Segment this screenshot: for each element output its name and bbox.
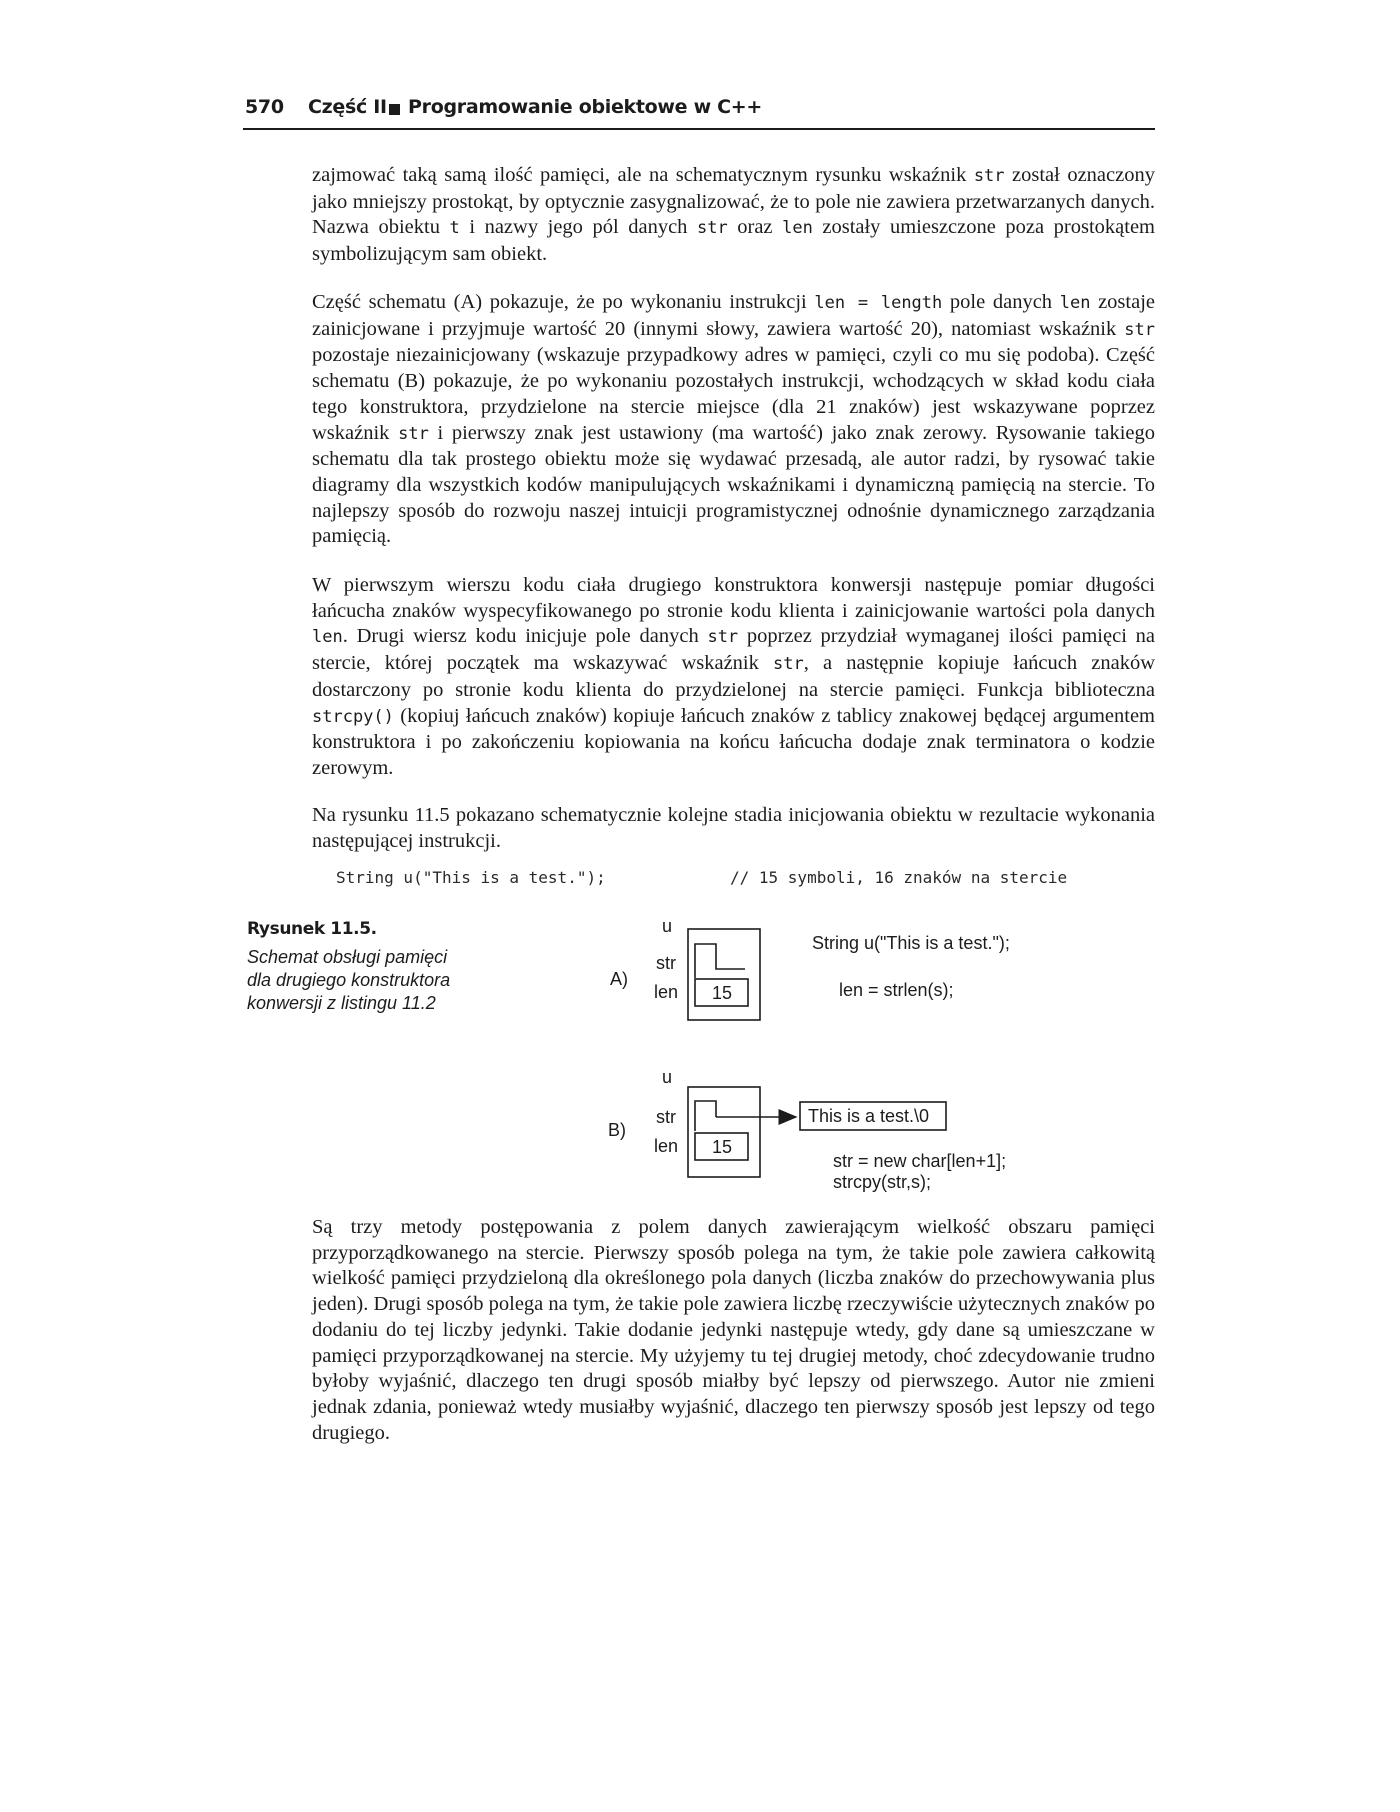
text-run: zajmować taką samą ilość pamięci, ale na schematycznym rysunku wskaźnik [312, 164, 974, 186]
inline-code: len = length [814, 293, 943, 313]
part-b-statement-2: strcpy(str,s); [833, 1172, 931, 1192]
inline-code: str [973, 166, 1005, 186]
part-a-marker: A) [610, 969, 628, 989]
part-a-len-label: len [654, 982, 679, 1002]
text-run: poprzez przydział wymaganej ilości pamięci na stercie, której początek ma wskazywać wskaźnik [312, 625, 1155, 675]
text-run: , a następnie kopiuje łańcuch znaków dostarczony po stronie kodu klienta do przydzielonej na stercie pamięci. Funkcja biblioteczna [312, 652, 1156, 701]
code-statement: String u("This is a test."); [336, 868, 606, 887]
inline-code: str [773, 654, 804, 675]
text-run: pozostaje niezainicjowany (wskazuje przypadkowy adres w pamięci, czyli co mu się podoba). Część schematu (B) pokazuje, że po wykonaniu pozostałych instrukcji, wchodzących w skład kodu ciała tego konstruktora, przydzielone na stercie miejsce (dla 21 znaków) jest wskazywane poprzez wskaźnik [312, 344, 1155, 444]
part-b-heap-content: This is a test.\0 [808, 1106, 930, 1126]
caption-line: dla drugiego konstruktora [247, 970, 451, 990]
code-comment: // 15 symboli, 16 znaków na stercie [730, 868, 1068, 887]
part-a-str-pointer-cell [695, 944, 745, 978]
text-run: (kopiuj łańcuch znaków) kopiuje łańcuch znaków z tablicy znakowej będącej argumentem konstruktora i po zakończeniu kopiowania na końcu łańcucha dodaje znak terminatora o kodzie zerowym. [312, 704, 1155, 779]
header-part: Część II [308, 96, 387, 118]
text-run: oraz [727, 216, 783, 239]
text-run: zostaje zainicjowane i przyjmuje wartość 20 (innymi słowy, zawiera wartość 20), natomiast wskaźnik [312, 291, 1156, 340]
part-b-object-name: u [662, 1067, 673, 1087]
inline-code: len [312, 627, 343, 648]
part-b-statement-1: str = new char[len+1]; [833, 1151, 1007, 1171]
part-a-statement-2: len = strlen(s); [839, 980, 954, 1000]
part-a-len-value: 15 [712, 983, 733, 1003]
inline-code: str [398, 423, 429, 444]
inline-code: len [1059, 293, 1091, 313]
part-a-statement-1: String u("This is a test."); [812, 933, 1010, 953]
part-a-str-label: str [656, 953, 676, 973]
paragraph-4: Na rysunku 11.5 pokazano schematycznie kolejne stadia inicjowania obiektu w rezultacie wykonania następującej instrukcji. [312, 804, 1155, 852]
inline-code: str [1124, 319, 1155, 340]
text-run: i nazwy jego pól danych [459, 216, 697, 239]
text-run: Część schematu (A) pokazuje, że po wykonaniu instrukcji [312, 291, 815, 313]
page-number: 570 [245, 96, 284, 118]
paragraph-5: Są trzy metody postępowania z polem danych zawierającym wielkość obszaru pamięci przyporządkowanego na stercie. Pierwszy sposób polega na tym, że takie pole zawiera całkowitą wielkość pamięci przydzieloną dla określonego pola danych (liczba znaków do przechowywania plus jeden). Drugi sposób polega na tym, że takie pole zawiera liczbę rzeczywiście użytecznych znaków po dodaniu do tej liczby jedynki. Takie dodanie jedynki następuje wtedy, gdy dane są umieszczane w pamięci przyporządkowanej na stercie. My użyjemy tu tej drugiej metody, choć zdecydowanie trudno byłoby wyjaśnić, dlaczego ten drugi sposób miałby być lepszy od pierwszego. Autor nie zmieni jednak zdania, ponieważ wtedy musiałby wyjaśnić, dlaczego ten pierwszy sposób jest lepszy od tego drugiego. [312, 1216, 1155, 1444]
part-b-str-pointer-cell [695, 1101, 716, 1131]
inline-code: strcpy() [312, 706, 394, 727]
text-run: zostały umieszczone poza prostokątem symbolizującym sam obiekt. [312, 216, 1155, 266]
part-a-object-name: u [662, 916, 673, 936]
part-b-len-value: 15 [712, 1137, 733, 1157]
caption-line: Schemat obsługi pamięci [247, 947, 448, 967]
text-run: W pierwszym wierszu kodu ciała drugiego konstruktora konwersji następuje pomiar długości łańcucha znaków wyspecyfikowanego po stronie kodu klienta i zainicjowanie wartości pola danych [312, 574, 1155, 622]
inline-code: len [782, 218, 813, 239]
text-run: . Drugi wiersz kodu inicjuje pole danych [342, 625, 708, 648]
text-run: został oznaczony jako mniejszy prostokąt, by optycznie zasygnalizować, że to pole nie zawiera przetwarzanych danych. Nazwa obiektu [312, 164, 1155, 239]
header-title: Programowanie obiektowe w C++ [408, 96, 763, 118]
part-b-str-label: str [656, 1107, 676, 1127]
inline-code: t [449, 218, 460, 239]
inline-code: str [707, 627, 739, 648]
inline-code: str [696, 218, 728, 239]
figure-label: Rysunek 11.5. [247, 919, 377, 939]
part-b-len-label: len [654, 1136, 679, 1156]
part-b-marker: B) [608, 1120, 626, 1140]
text-run: pole danych [942, 291, 1060, 313]
caption-line: konwersji z listingu 11.2 [247, 993, 436, 1013]
text-run: i pierwszy znak jest ustawiony (ma wartość) jako znak zerowy. Rysowanie takiego schematu dla tak prostego obiektu może się wydawać przesadą, ale autor radzi, by rysować takie diagramy dla wszystkich kodów manipulujących wskaźnikami i dynamiczną pamięcią na stercie. To najlepszy sposób do rozwoju naszej intuicji programistycznej odnośnie dynamicznego zarządzania pamięcią. [312, 421, 1155, 548]
